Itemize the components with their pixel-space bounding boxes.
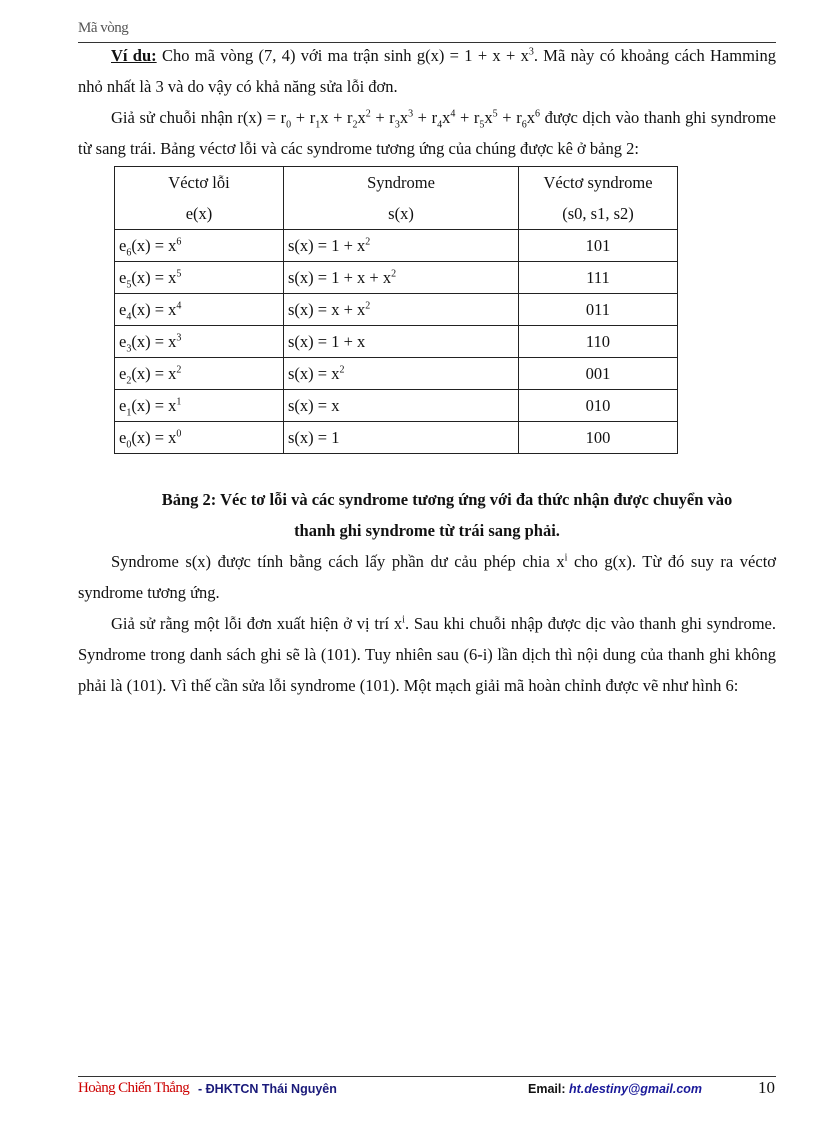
footer-email: Email: ht.destiny@gmail.com bbox=[528, 1082, 703, 1096]
syndrome-vector-cell: 100 bbox=[519, 422, 678, 454]
table-row bbox=[115, 262, 678, 294]
header-ex: e(x) bbox=[115, 198, 284, 230]
table-row bbox=[115, 390, 678, 422]
email-address[interactable]: ht.destiny@gmail.com bbox=[569, 1082, 703, 1096]
syndrome-vector-cell: 010 bbox=[519, 390, 678, 422]
page-body bbox=[78, 40, 776, 701]
error-vector-cell: $e_1(x) = x^1$ bbox=[115, 390, 284, 422]
syndrome-cell: $s(x) = 1 + x + x^2$ bbox=[284, 262, 519, 294]
table-row bbox=[115, 294, 678, 326]
footer-school: - ĐHKTCN Thái Nguyên bbox=[198, 1082, 337, 1096]
header-error-vector: Véctơ lỗi bbox=[115, 167, 284, 199]
error-syndrome-table bbox=[114, 166, 678, 454]
syndrome-cell: $s(x) = 1 + x^2$ bbox=[284, 230, 519, 262]
header-syndrome: Syndrome bbox=[284, 167, 519, 199]
table-header-row bbox=[115, 167, 678, 199]
syndrome-paragraph: Syndrome s(x) được tính bằng cách lấy phần dư cảu phép chia $x^i$ cho g(x). Từ đó suy ra véctơ syndrome tương ứng. bbox=[78, 552, 777, 602]
syndrome-cell: s(x) = 1 + x bbox=[284, 326, 519, 358]
error-vector-cell: $e_6(x) = x^6$ bbox=[115, 230, 284, 262]
footer-author: Hoàng Chiến Thắng bbox=[78, 1080, 190, 1096]
syndrome-vector-cell: 001 bbox=[519, 358, 678, 390]
header-sx: s(x) bbox=[284, 198, 519, 230]
table-row bbox=[115, 358, 678, 390]
table-caption: Bảng 2: Véc tơ lỗi và các syndrome tương ứng với đa thức nhận được chuyển vào bbox=[161, 490, 733, 509]
syndrome-cell: s(x) = 1 bbox=[284, 422, 519, 454]
header-syndrome-vector: Véctơ syndrome bbox=[519, 167, 678, 199]
table-row bbox=[115, 326, 678, 358]
page-number: 10 bbox=[758, 1078, 775, 1097]
table-row bbox=[115, 230, 678, 262]
syndrome-cell: s(x) = x bbox=[284, 390, 519, 422]
syndrome-vector-cell: 011 bbox=[519, 294, 678, 326]
error-vector-cell: $e_0(x) = x^0$ bbox=[115, 422, 284, 454]
error-vector-cell: $e_2(x) = x^2$ bbox=[115, 358, 284, 390]
example-label: Ví du: bbox=[111, 46, 157, 65]
header-s-tuple: (s0, s1, s2) bbox=[519, 198, 678, 230]
received-polynomial-paragraph: Giả sử chuỗi nhận $r(x) = r_0 + r_1x + r_2x^2 + r_3x^3 + r_4x^4 + r_5x^5 + r_6x^6$ được dịch vào thanh ghi syndrome từ sang trái. Bảng véctơ lỗi và các syndrome tương ứng của chúng được kê ở bảng 2: bbox=[78, 108, 776, 158]
example-paragraph: Ví du: Cho mã vòng (7, 4) với ma trận $\sinh g(x) = 1 + x + x^3$. Mã này có khoảng cách Hamming nhỏ nhất là 3 và do vậy có khả năng sửa lỗi đơn. bbox=[78, 46, 776, 96]
syndrome-cell: $s(x) = x^2$ bbox=[284, 358, 519, 390]
table-caption-line2: thanh ghi syndrome từ trái sang phải. bbox=[294, 521, 560, 540]
table-header-row-2 bbox=[115, 198, 678, 230]
error-vector-cell: $e_5(x) = x^5$ bbox=[115, 262, 284, 294]
running-header: Mã vòng bbox=[78, 20, 129, 36]
error-vector-cell: $e_4(x) = x^4$ bbox=[115, 294, 284, 326]
error-vector-cell: $e_3(x) = x^3$ bbox=[115, 326, 284, 358]
syndrome-vector-cell: 111 bbox=[519, 262, 678, 294]
syndrome-vector-cell: 110 bbox=[519, 326, 678, 358]
footer-divider bbox=[78, 1076, 776, 1077]
syndrome-cell: $s(x) = x + x^2$ bbox=[284, 294, 519, 326]
single-error-paragraph: Giả sử rằng một lỗi đơn xuất hiện ở vị trí $x^i$. Sau khi chuỗi nhập được dịc vào thanh ghi syndrome. Syndrome trong danh sách ghi sẽ là (101). Tuy nhiên sau (6-i) lần dịch thì nội dung của thanh ghi không phải là (101). Vì thế cần sửa lỗi syndrome (101). Một mạch giải mã hoàn chỉnh được vẽ như hình 6: bbox=[78, 614, 777, 695]
syndrome-vector-cell: 101 bbox=[519, 230, 678, 262]
table-row bbox=[115, 422, 678, 454]
